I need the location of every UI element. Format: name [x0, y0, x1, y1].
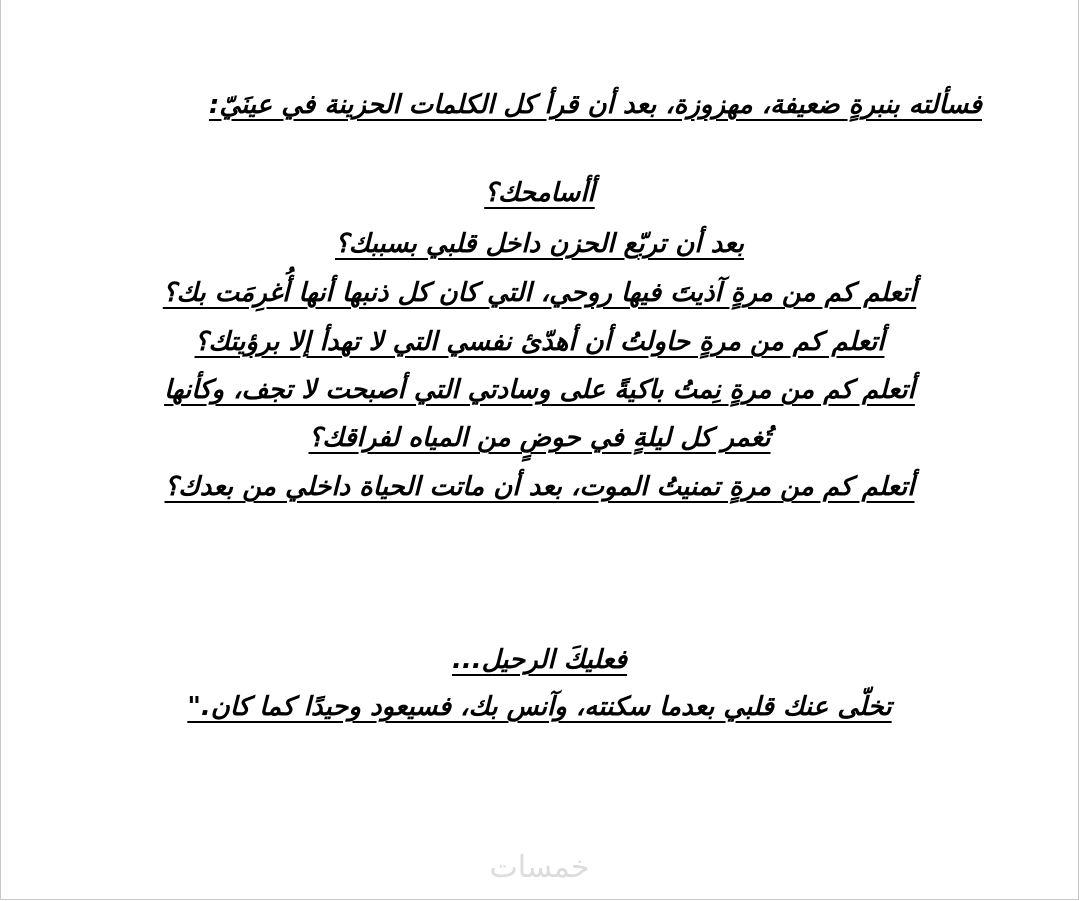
poem-line-7: أتعلم كم من مرةٍ تمنيتُ الموت، بعد أن ماتت الحياة داخلي من بعدك؟	[164, 472, 915, 502]
poem-line-2: بعد أن تربّع الحزن داخل قلبي بسببك؟	[334, 229, 745, 259]
intro-line: فسألته بنبرةٍ ضعيفة، مهزوزة، بعد أن قرأ كل الكلمات الحزينة في عينَيّ:	[208, 90, 982, 120]
poem-line-5: أتعلم كم من مرةٍ نِمتُ باكيةً على وسادتي التي أصبحت لا تجف، وكأنها	[164, 375, 915, 405]
poem-line-3: أتعلم كم من مرةٍ آذيتَ فيها روحي، التي كان كل ذنبها أنها أُغرِمَت بك؟	[162, 278, 917, 308]
poem-line-4: أتعلم كم من مرةٍ حاولتُ أن أهدّئ نفسي التي لا تهدأ إلا برؤيتك؟	[194, 327, 885, 357]
poem-line-6: تُغمر كل ليلةٍ في حوضٍ من المياه لفراقك؟	[308, 423, 771, 453]
closing-line-2: تخلّى عنك قلبي بعدما سكنته، وآنس بك، فسيعود وحيدًا كما كان."	[187, 692, 892, 722]
watermark-logo: خمسات	[489, 850, 590, 885]
closing-line-1: فعليكَ الرحيل...	[451, 645, 628, 675]
poem-line-1: أأسامحك؟	[484, 178, 595, 208]
